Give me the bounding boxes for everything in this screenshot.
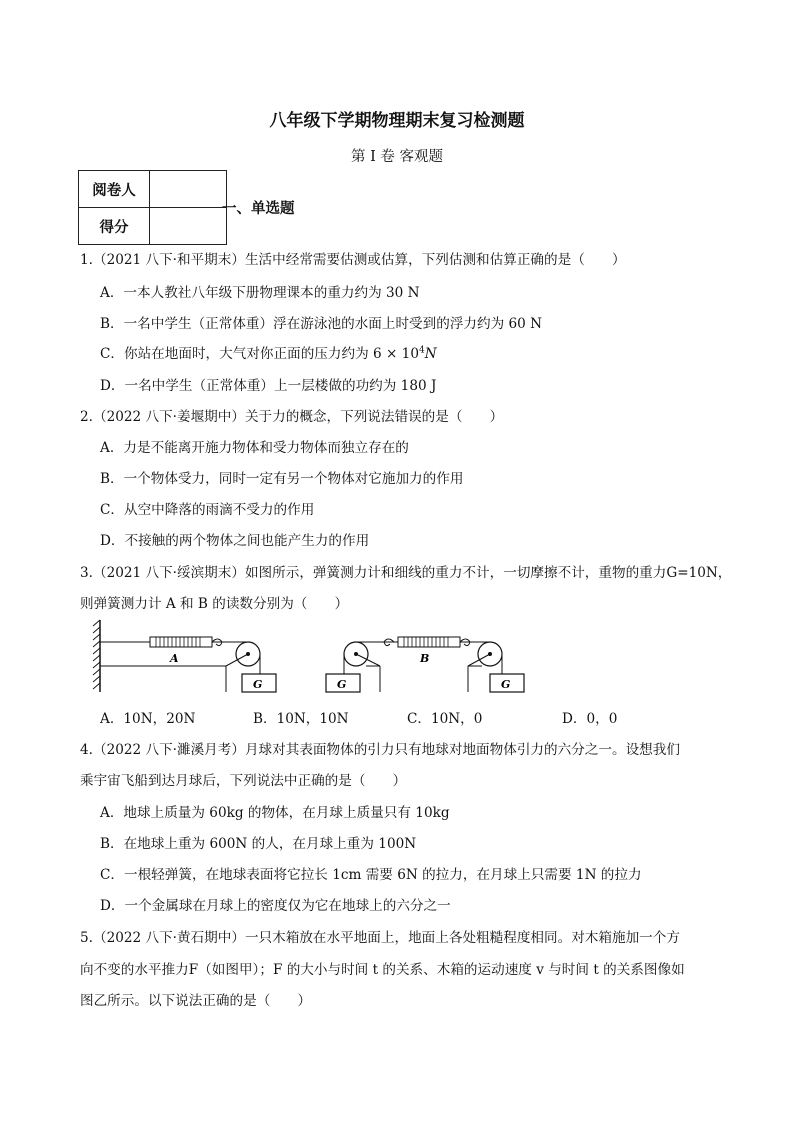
question-1-option-c-unit: N <box>424 346 437 362</box>
middle-weight-label: G <box>337 678 347 691</box>
left-wall <box>93 620 100 692</box>
right-pulley <box>468 642 502 674</box>
question-5-stem-line2: 向不变的水平推力F（如图甲）；F 的大小与时间 t 的关系、木箱的运动速度 v 与时间 t 的关系图像如 <box>80 962 685 978</box>
question-4-stem-line2: 乘宇宙飞船到达月球后，下列说法中正确的是（ ） <box>80 773 407 789</box>
question-1-stem: 1.（2021 八下·和平期末）生活中经常需要估测或估算，下列估测和估算正确的是（ ） <box>80 252 626 268</box>
score-cell[interactable] <box>150 208 227 245</box>
question-1-option-c-text: C．你站在地面时，大气对你正面的压力约为 6 × 10 <box>100 346 419 362</box>
question-2-option-d: D．不接触的两个物体之间也能产生力的作用 <box>100 533 370 549</box>
left-weight <box>242 674 276 692</box>
question-5-stem-line1: 5.（2022 八下·黄石期中）一只木箱放在水平地面上，地面上各处粗糙程度相同。对木箱施加一个方 <box>80 930 680 946</box>
question-3-option-c: C．10N，0 <box>407 711 483 727</box>
question-4-option-c: C．一根轻弹簧，在地球表面将它拉长 1cm 需要 6N 的拉力，在月球上只需要 1N 的拉力 <box>100 867 642 883</box>
spring-label-a: A <box>170 652 179 665</box>
page-title: 八年级下学期物理期末复习检测题 <box>269 111 525 131</box>
question-1-option-d: D．一名中学生（正常体重）上一层楼做的功约为 180 J <box>100 378 437 394</box>
page-subtitle: 第 I 卷 客观题 <box>350 149 444 165</box>
middle-weight <box>326 674 360 692</box>
question-3-option-d: D．0，0 <box>562 711 618 727</box>
question-2-option-a: A．力是不能离开施力物体和受力物体而独立存在的 <box>100 440 409 456</box>
spring-scale-a <box>150 637 222 665</box>
question-1-option-b: B．一名中学生（正常体重）浮在游泳池的水面上时受到的浮力约为 60 N <box>100 316 543 332</box>
question-3-stem-line2: 则弹簧测力计 A 和 B 的读数分别为（ ） <box>80 596 349 612</box>
question-2-option-b: B．一个物体受力，同时一定有另一个物体对它施加力的作用 <box>100 471 464 487</box>
grader-cell[interactable] <box>150 171 227 208</box>
right-weight-label: G <box>501 678 511 691</box>
left-pulley <box>226 642 260 674</box>
question-3-option-a: A．10N，20N <box>100 711 196 727</box>
question-1-option-c <box>100 342 437 362</box>
question-4-option-a: A．地球上质量为 60kg 的物体，在月球上质量只有 10kg <box>100 805 450 821</box>
question-1-option-a: A．一本人教社八年级下册物理课本的重力约为 30 N <box>100 285 420 301</box>
spring-label-b: B <box>420 652 430 665</box>
score-table <box>78 170 227 245</box>
right-weight <box>490 674 524 692</box>
question-3-stem-line1: 3.（2021 八下·绥滨期末）如图所示，弹簧测力计和细线的重力不计，一切摩擦不计，重物的重力G=10N， <box>80 565 732 581</box>
spring-scale-b <box>384 637 470 665</box>
question-2-stem: 2.（2022 八下·姜堰期中）关于力的概念，下列说法错误的是（ ） <box>80 409 504 425</box>
question-1-option-c-exponent: 4 <box>418 345 425 356</box>
left-weight-label: G <box>253 678 263 691</box>
score-label: 得分 <box>79 208 150 245</box>
question-4-stem-line1: 4.（2022 八下·濉溪月考）月球对其表面物体的引力只有地球对地面物体引力的六分之一。设想我们 <box>80 742 680 758</box>
grader-label: 阅卷人 <box>79 171 150 208</box>
question-2-option-c: C．从空中降落的雨滴不受力的作用 <box>100 502 315 518</box>
question-5-stem-line3: 图乙所示。以下说法正确的是（ ） <box>80 993 312 1009</box>
question-4-option-b: B．在地球上重为 600N 的人，在月球上重为 100N <box>100 836 417 852</box>
section-title: 一、单选题 <box>222 201 295 217</box>
spring-scale-figure <box>90 616 530 696</box>
question-3-option-b: B．10N，10N <box>253 711 349 727</box>
middle-pulley <box>344 642 380 674</box>
question-4-option-d: D．一个金属球在月球上的密度仅为它在地球上的六分之一 <box>100 898 451 914</box>
